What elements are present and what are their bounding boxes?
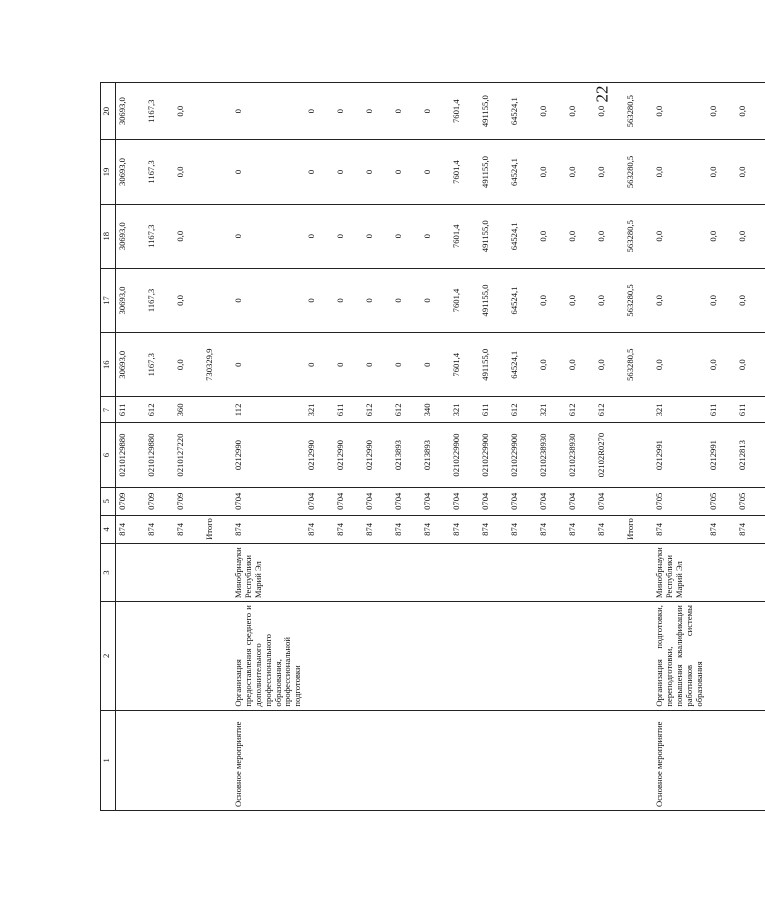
value-col-19-cell bbox=[203, 140, 232, 204]
value-col-20-cell: 0,0 bbox=[537, 83, 566, 140]
target-article-cell: 0212990 bbox=[363, 423, 392, 487]
expense-type-cell: 611 bbox=[334, 397, 363, 423]
table-row bbox=[707, 83, 736, 811]
target-article-cell: 0210127220 bbox=[174, 423, 203, 487]
executor-cell bbox=[707, 543, 736, 601]
section-code-cell: 0709 bbox=[116, 487, 146, 515]
table-row bbox=[203, 83, 232, 811]
section-code-cell: 0709 bbox=[145, 487, 174, 515]
table-row bbox=[736, 83, 765, 811]
event-type-cell bbox=[392, 710, 421, 810]
grbs-code-cell: 874 bbox=[508, 515, 537, 543]
value-col-19-cell: 0,0 bbox=[707, 140, 736, 204]
value-col-17-cell: 1167,3 bbox=[145, 268, 174, 332]
event-type-cell bbox=[537, 710, 566, 810]
table-row bbox=[421, 83, 450, 811]
value-col-18-cell: 1167,3 bbox=[145, 204, 174, 268]
value-col-19-cell: 64524,1 bbox=[508, 140, 537, 204]
value-col-16-cell: 0,0 bbox=[537, 333, 566, 397]
value-col-20-cell: 0,0 bbox=[736, 83, 765, 140]
grbs-code-cell: Итого bbox=[203, 515, 232, 543]
value-col-20-cell: 64524,1 bbox=[508, 83, 537, 140]
header-col-18: 18 bbox=[101, 204, 116, 268]
value-col-18-cell: 7601,4 bbox=[450, 204, 479, 268]
executor-cell: Минобрнауки Республики Марий Эл bbox=[653, 543, 706, 601]
value-col-20-cell: 0 bbox=[232, 83, 305, 140]
header-col-17: 17 bbox=[101, 268, 116, 332]
target-article-cell: 02102R0270 bbox=[595, 423, 624, 487]
value-col-18-cell: 0 bbox=[305, 204, 334, 268]
value-col-17-cell: 0 bbox=[421, 268, 450, 332]
value-col-18-cell: 0,0 bbox=[653, 204, 706, 268]
event-name-cell bbox=[736, 602, 765, 710]
table-header bbox=[101, 83, 116, 811]
header-col-2: 2 bbox=[101, 602, 116, 710]
value-col-19-cell: 0,0 bbox=[174, 140, 203, 204]
executor-cell bbox=[479, 543, 508, 601]
budget-table-rotated bbox=[100, 82, 747, 811]
executor-cell bbox=[145, 543, 174, 601]
event-name-cell bbox=[363, 602, 392, 710]
executor-cell bbox=[450, 543, 479, 601]
event-name-cell bbox=[334, 602, 363, 710]
event-type-cell: Основное мероприятие bbox=[653, 710, 706, 810]
header-row bbox=[101, 83, 116, 811]
expense-type-cell: 611 bbox=[116, 397, 146, 423]
event-name-cell bbox=[537, 602, 566, 710]
value-col-18-cell: 563280,5 bbox=[624, 204, 653, 268]
event-name-cell bbox=[421, 602, 450, 710]
value-col-19-cell: 7601,4 bbox=[450, 140, 479, 204]
value-col-18-cell: 0,0 bbox=[736, 204, 765, 268]
value-col-20-cell: 0,0 bbox=[174, 83, 203, 140]
value-col-16-cell: 491155,0 bbox=[479, 333, 508, 397]
executor-cell bbox=[305, 543, 334, 601]
target-article-cell: 0210229900 bbox=[508, 423, 537, 487]
section-code-cell: 0705 bbox=[653, 487, 706, 515]
target-article-cell: 0213893 bbox=[421, 423, 450, 487]
value-col-18-cell: 0 bbox=[232, 204, 305, 268]
table-row bbox=[624, 83, 653, 811]
event-type-cell bbox=[421, 710, 450, 810]
table-row bbox=[232, 83, 305, 811]
value-col-17-cell: 0 bbox=[305, 268, 334, 332]
budget-table bbox=[100, 82, 765, 811]
table-row bbox=[145, 83, 174, 811]
table-row bbox=[450, 83, 479, 811]
event-type-cell bbox=[707, 710, 736, 810]
value-col-17-cell: 491155,0 bbox=[479, 268, 508, 332]
value-col-20-cell: 7601,4 bbox=[450, 83, 479, 140]
expense-type-cell: 611 bbox=[736, 397, 765, 423]
table-row bbox=[508, 83, 537, 811]
event-name-cell bbox=[624, 602, 653, 710]
event-name-cell bbox=[145, 602, 174, 710]
value-col-18-cell: 0,0 bbox=[595, 204, 624, 268]
executor-cell bbox=[566, 543, 595, 601]
table-row bbox=[595, 83, 624, 811]
value-col-16-cell: 0,0 bbox=[653, 333, 706, 397]
grbs-code-cell: Итого bbox=[624, 515, 653, 543]
grbs-code-cell: 874 bbox=[595, 515, 624, 543]
target-article-cell: 0212813 bbox=[736, 423, 765, 487]
target-article-cell: 0210229900 bbox=[479, 423, 508, 487]
executor-cell bbox=[595, 543, 624, 601]
executor-cell bbox=[421, 543, 450, 601]
value-col-18-cell: 0 bbox=[392, 204, 421, 268]
grbs-code-cell: 874 bbox=[334, 515, 363, 543]
section-code-cell: 0709 bbox=[174, 487, 203, 515]
target-article-cell: 0212990 bbox=[232, 423, 305, 487]
target-article-cell bbox=[624, 423, 653, 487]
event-type-cell bbox=[174, 710, 203, 810]
value-col-17-cell: 0,0 bbox=[174, 268, 203, 332]
grbs-code-cell: 874 bbox=[305, 515, 334, 543]
value-col-17-cell: 64524,1 bbox=[508, 268, 537, 332]
expense-type-cell: 321 bbox=[653, 397, 706, 423]
header-col-16: 16 bbox=[101, 333, 116, 397]
value-col-20-cell: 0 bbox=[392, 83, 421, 140]
executor-cell bbox=[116, 543, 146, 601]
executor-cell bbox=[624, 543, 653, 601]
value-col-19-cell: 0,0 bbox=[537, 140, 566, 204]
header-col-4: 4 bbox=[101, 515, 116, 543]
value-col-20-cell: 30693,0 bbox=[116, 83, 146, 140]
value-col-16-cell: 30693,0 bbox=[116, 333, 146, 397]
expense-type-cell: 612 bbox=[145, 397, 174, 423]
value-col-19-cell: 0 bbox=[305, 140, 334, 204]
value-col-17-cell: 30693,0 bbox=[116, 268, 146, 332]
event-type-cell bbox=[624, 710, 653, 810]
grbs-code-cell: 874 bbox=[479, 515, 508, 543]
value-col-17-cell: 0 bbox=[363, 268, 392, 332]
expense-type-cell: 612 bbox=[566, 397, 595, 423]
value-col-16-cell: 0,0 bbox=[566, 333, 595, 397]
expense-type-cell: 340 bbox=[421, 397, 450, 423]
event-type-cell bbox=[305, 710, 334, 810]
value-col-19-cell: 0,0 bbox=[566, 140, 595, 204]
value-col-16-cell: 0 bbox=[392, 333, 421, 397]
grbs-code-cell: 874 bbox=[450, 515, 479, 543]
grbs-code-cell: 874 bbox=[707, 515, 736, 543]
grbs-code-cell: 874 bbox=[653, 515, 706, 543]
value-col-16-cell: 0 bbox=[363, 333, 392, 397]
value-col-20-cell: 0 bbox=[334, 83, 363, 140]
value-col-19-cell: 0,0 bbox=[595, 140, 624, 204]
expense-type-cell: 321 bbox=[305, 397, 334, 423]
target-article-cell: 0212990 bbox=[305, 423, 334, 487]
value-col-19-cell: 0 bbox=[421, 140, 450, 204]
table-row bbox=[363, 83, 392, 811]
header-col-5: 5 bbox=[101, 487, 116, 515]
target-article-cell: 0210129880 bbox=[116, 423, 146, 487]
value-col-19-cell: 0 bbox=[232, 140, 305, 204]
grbs-code-cell: 874 bbox=[232, 515, 305, 543]
value-col-16-cell: 7601,4 bbox=[450, 333, 479, 397]
value-col-18-cell bbox=[203, 204, 232, 268]
header-col-3: 3 bbox=[101, 543, 116, 601]
expense-type-cell: 112 bbox=[232, 397, 305, 423]
event-name-cell bbox=[479, 602, 508, 710]
table-body bbox=[116, 83, 765, 811]
value-col-16-cell: 0,0 bbox=[174, 333, 203, 397]
event-type-cell bbox=[116, 710, 146, 810]
expense-type-cell bbox=[624, 397, 653, 423]
table-row bbox=[566, 83, 595, 811]
value-col-19-cell: 0 bbox=[392, 140, 421, 204]
event-name-cell bbox=[174, 602, 203, 710]
event-name-cell bbox=[450, 602, 479, 710]
executor-cell bbox=[334, 543, 363, 601]
expense-type-cell: 321 bbox=[537, 397, 566, 423]
event-name-cell bbox=[707, 602, 736, 710]
value-col-20-cell: 0,0 bbox=[595, 83, 624, 140]
event-name-cell: Организация предоставления среднего и дополнительного профессионального образования, профессиональной подготовки bbox=[232, 602, 305, 710]
expense-type-cell: 612 bbox=[392, 397, 421, 423]
section-code-cell: 0704 bbox=[305, 487, 334, 515]
target-article-cell bbox=[203, 423, 232, 487]
event-name-cell: Организация подготовки, переподготовки, повышения квалификации работников системы образования bbox=[653, 602, 706, 710]
value-col-16-cell: 0 bbox=[421, 333, 450, 397]
event-type-cell bbox=[203, 710, 232, 810]
value-col-17-cell: 7601,4 bbox=[450, 268, 479, 332]
section-code-cell: 0704 bbox=[595, 487, 624, 515]
value-col-16-cell: 563280,5 bbox=[624, 333, 653, 397]
value-col-16-cell: 64524,1 bbox=[508, 333, 537, 397]
section-code-cell: 0704 bbox=[232, 487, 305, 515]
header-col-1: 1 bbox=[101, 710, 116, 810]
executor-cell bbox=[174, 543, 203, 601]
value-col-20-cell: 0 bbox=[421, 83, 450, 140]
value-col-19-cell: 0 bbox=[334, 140, 363, 204]
table-row bbox=[392, 83, 421, 811]
value-col-17-cell: 0,0 bbox=[595, 268, 624, 332]
expense-type-cell: 611 bbox=[479, 397, 508, 423]
grbs-code-cell: 874 bbox=[537, 515, 566, 543]
target-article-cell: 0212991 bbox=[653, 423, 706, 487]
event-type-cell bbox=[479, 710, 508, 810]
event-type-cell bbox=[145, 710, 174, 810]
value-col-16-cell: 1167,3 bbox=[145, 333, 174, 397]
value-col-19-cell: 0 bbox=[363, 140, 392, 204]
event-name-cell bbox=[203, 602, 232, 710]
target-article-cell: 0213893 bbox=[392, 423, 421, 487]
target-article-cell: 0212991 bbox=[707, 423, 736, 487]
value-col-20-cell bbox=[203, 83, 232, 140]
value-col-20-cell: 0,0 bbox=[566, 83, 595, 140]
header-col-6: 6 bbox=[101, 423, 116, 487]
value-col-18-cell: 0,0 bbox=[174, 204, 203, 268]
event-type-cell bbox=[334, 710, 363, 810]
grbs-code-cell: 874 bbox=[145, 515, 174, 543]
table-row bbox=[116, 83, 146, 811]
expense-type-cell: 612 bbox=[595, 397, 624, 423]
event-name-cell bbox=[116, 602, 146, 710]
value-col-18-cell: 0,0 bbox=[707, 204, 736, 268]
target-article-cell: 0210238930 bbox=[566, 423, 595, 487]
target-article-cell: 0210238930 bbox=[537, 423, 566, 487]
executor-cell bbox=[508, 543, 537, 601]
section-code-cell bbox=[624, 487, 653, 515]
event-type-cell bbox=[595, 710, 624, 810]
executor-cell bbox=[537, 543, 566, 601]
value-col-19-cell: 491155,0 bbox=[479, 140, 508, 204]
executor-cell bbox=[736, 543, 765, 601]
section-code-cell: 0704 bbox=[508, 487, 537, 515]
value-col-20-cell: 0,0 bbox=[707, 83, 736, 140]
grbs-code-cell: 874 bbox=[392, 515, 421, 543]
value-col-19-cell: 30693,0 bbox=[116, 140, 146, 204]
value-col-18-cell: 0 bbox=[334, 204, 363, 268]
header-col-19: 19 bbox=[101, 140, 116, 204]
value-col-19-cell: 0,0 bbox=[736, 140, 765, 204]
grbs-code-cell: 874 bbox=[363, 515, 392, 543]
value-col-18-cell: 0,0 bbox=[566, 204, 595, 268]
header-col-7: 7 bbox=[101, 397, 116, 423]
event-type-cell bbox=[508, 710, 537, 810]
executor-cell: Минобрнауки Республики Марий Эл bbox=[232, 543, 305, 601]
section-code-cell: 0704 bbox=[537, 487, 566, 515]
event-type-cell bbox=[736, 710, 765, 810]
section-code-cell: 0704 bbox=[334, 487, 363, 515]
target-article-cell: 0212990 bbox=[334, 423, 363, 487]
table-row bbox=[305, 83, 334, 811]
expense-type-cell: 612 bbox=[508, 397, 537, 423]
value-col-20-cell: 1167,3 bbox=[145, 83, 174, 140]
grbs-code-cell: 874 bbox=[421, 515, 450, 543]
page-number: 22 bbox=[592, 85, 612, 103]
value-col-19-cell: 563280,5 bbox=[624, 140, 653, 204]
value-col-17-cell: 0 bbox=[334, 268, 363, 332]
value-col-18-cell: 64524,1 bbox=[508, 204, 537, 268]
event-name-cell bbox=[305, 602, 334, 710]
value-col-20-cell: 0 bbox=[363, 83, 392, 140]
executor-cell bbox=[203, 543, 232, 601]
value-col-18-cell: 0 bbox=[421, 204, 450, 268]
event-name-cell bbox=[595, 602, 624, 710]
value-col-18-cell: 0,0 bbox=[537, 204, 566, 268]
event-name-cell bbox=[508, 602, 537, 710]
value-col-18-cell: 491155,0 bbox=[479, 204, 508, 268]
value-col-16-cell: 0,0 bbox=[707, 333, 736, 397]
expense-type-cell: 611 bbox=[707, 397, 736, 423]
table-row bbox=[537, 83, 566, 811]
section-code-cell: 0704 bbox=[392, 487, 421, 515]
grbs-code-cell: 874 bbox=[116, 515, 146, 543]
value-col-17-cell: 0 bbox=[392, 268, 421, 332]
value-col-17-cell: 0,0 bbox=[707, 268, 736, 332]
table-row bbox=[334, 83, 363, 811]
value-col-18-cell: 0 bbox=[363, 204, 392, 268]
value-col-17-cell: 563280,5 bbox=[624, 268, 653, 332]
expense-type-cell: 612 bbox=[363, 397, 392, 423]
event-type-cell bbox=[566, 710, 595, 810]
value-col-17-cell: 0,0 bbox=[736, 268, 765, 332]
section-code-cell: 0705 bbox=[707, 487, 736, 515]
value-col-17-cell: 0,0 bbox=[653, 268, 706, 332]
value-col-16-cell: 0 bbox=[305, 333, 334, 397]
value-col-20-cell: 0 bbox=[305, 83, 334, 140]
table-row bbox=[653, 83, 706, 811]
event-name-cell bbox=[392, 602, 421, 710]
value-col-20-cell: 491155,0 bbox=[479, 83, 508, 140]
executor-cell bbox=[363, 543, 392, 601]
executor-cell bbox=[392, 543, 421, 601]
value-col-17-cell: 0 bbox=[232, 268, 305, 332]
event-type-cell bbox=[450, 710, 479, 810]
event-name-cell bbox=[566, 602, 595, 710]
event-type-cell bbox=[363, 710, 392, 810]
grbs-code-cell: 874 bbox=[566, 515, 595, 543]
header-col-20: 20 bbox=[101, 83, 116, 140]
value-col-16-cell: 0,0 bbox=[595, 333, 624, 397]
value-col-17-cell: 0,0 bbox=[566, 268, 595, 332]
value-col-16-cell: 0,0 bbox=[736, 333, 765, 397]
section-code-cell: 0705 bbox=[736, 487, 765, 515]
grbs-code-cell: 874 bbox=[174, 515, 203, 543]
value-col-16-cell: 730329,9 bbox=[203, 333, 232, 397]
expense-type-cell bbox=[203, 397, 232, 423]
value-col-18-cell: 30693,0 bbox=[116, 204, 146, 268]
value-col-16-cell: 0 bbox=[334, 333, 363, 397]
grbs-code-cell: 874 bbox=[736, 515, 765, 543]
target-article-cell: 0210229900 bbox=[450, 423, 479, 487]
section-code-cell: 0704 bbox=[479, 487, 508, 515]
value-col-17-cell bbox=[203, 268, 232, 332]
value-col-16-cell: 0 bbox=[232, 333, 305, 397]
section-code-cell: 0704 bbox=[450, 487, 479, 515]
value-col-19-cell: 0,0 bbox=[653, 140, 706, 204]
section-code-cell: 0704 bbox=[421, 487, 450, 515]
value-col-17-cell: 0,0 bbox=[537, 268, 566, 332]
target-article-cell: 0210129880 bbox=[145, 423, 174, 487]
table-row bbox=[479, 83, 508, 811]
value-col-20-cell: 563280,5 bbox=[624, 83, 653, 140]
event-type-cell: Основное мероприятие bbox=[232, 710, 305, 810]
expense-type-cell: 360 bbox=[174, 397, 203, 423]
section-code-cell: 0704 bbox=[566, 487, 595, 515]
table-row bbox=[174, 83, 203, 811]
value-col-20-cell: 0,0 bbox=[653, 83, 706, 140]
section-code-cell: 0704 bbox=[363, 487, 392, 515]
section-code-cell bbox=[203, 487, 232, 515]
expense-type-cell: 321 bbox=[450, 397, 479, 423]
value-col-19-cell: 1167,3 bbox=[145, 140, 174, 204]
